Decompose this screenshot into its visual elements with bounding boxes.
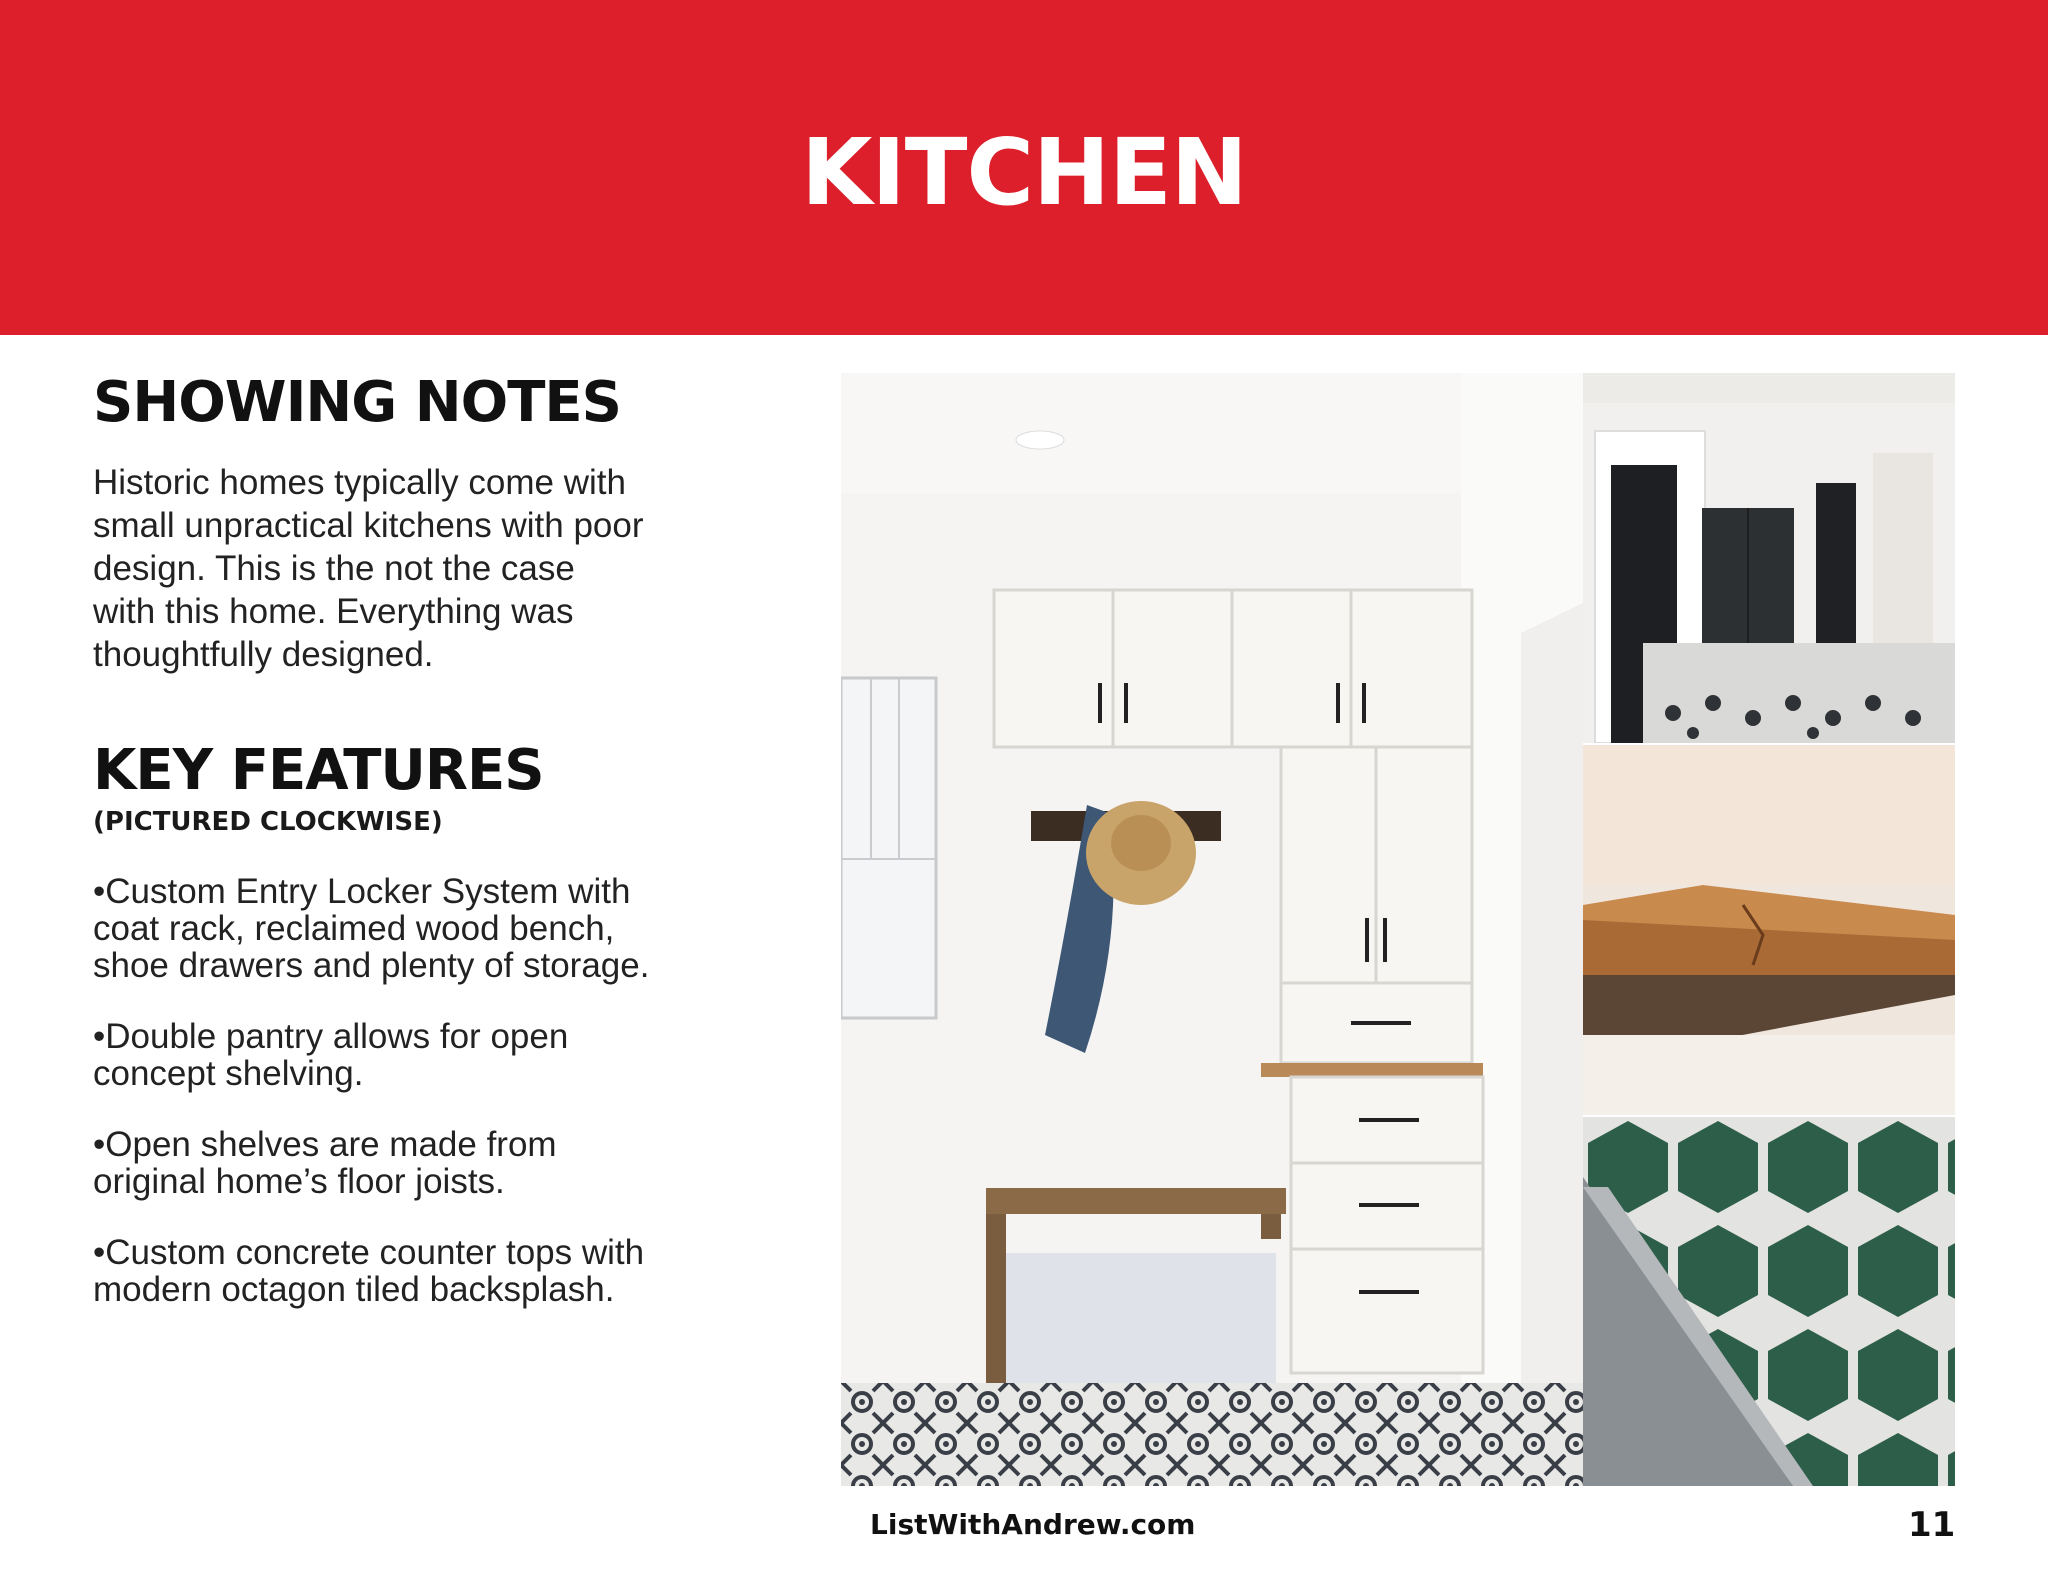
showing-notes-text <box>93 461 733 676</box>
feature-item: •Double pantry allows for open concept shelving. <box>93 1017 569 1093</box>
feature-item: •Open shelves are made from original home’s floor joists. <box>93 1125 557 1201</box>
feature-item: •Custom Entry Locker System with coat rack, reclaimed wood bench, shoe drawers and plenty of storage. <box>93 872 650 985</box>
notes-line: with this home. Everything was <box>93 592 574 631</box>
header-banner <box>0 0 2048 335</box>
hallway-fridge-photo <box>1583 373 1955 743</box>
page-number: 11 <box>1908 1505 1956 1545</box>
text-column <box>93 370 733 1308</box>
feature-item: •Custom concrete counter tops with modern octagon tiled backsplash. <box>93 1233 645 1309</box>
notes-line: thoughtfully designed. <box>93 635 434 674</box>
key-features-heading: KEY FEATURES <box>93 738 544 803</box>
wood-shelf-photo <box>1583 745 1955 1115</box>
notes-line: Historic homes typically come with <box>93 463 626 502</box>
photo-collage <box>841 373 1955 1486</box>
entry-locker-photo <box>841 373 1583 1486</box>
notes-line: design. This is the not the case <box>93 549 575 588</box>
page-title: KITCHEN <box>801 119 1247 226</box>
notes-line: small unpractical kitchens with poor <box>93 506 644 545</box>
website-link[interactable]: ListWithAndrew.com <box>870 1508 1196 1541</box>
key-features-subheading: (PICTURED CLOCKWISE) <box>93 807 443 837</box>
hex-tile-backsplash-photo <box>1583 1117 1955 1486</box>
showing-notes-heading: SHOWING NOTES <box>93 370 621 435</box>
